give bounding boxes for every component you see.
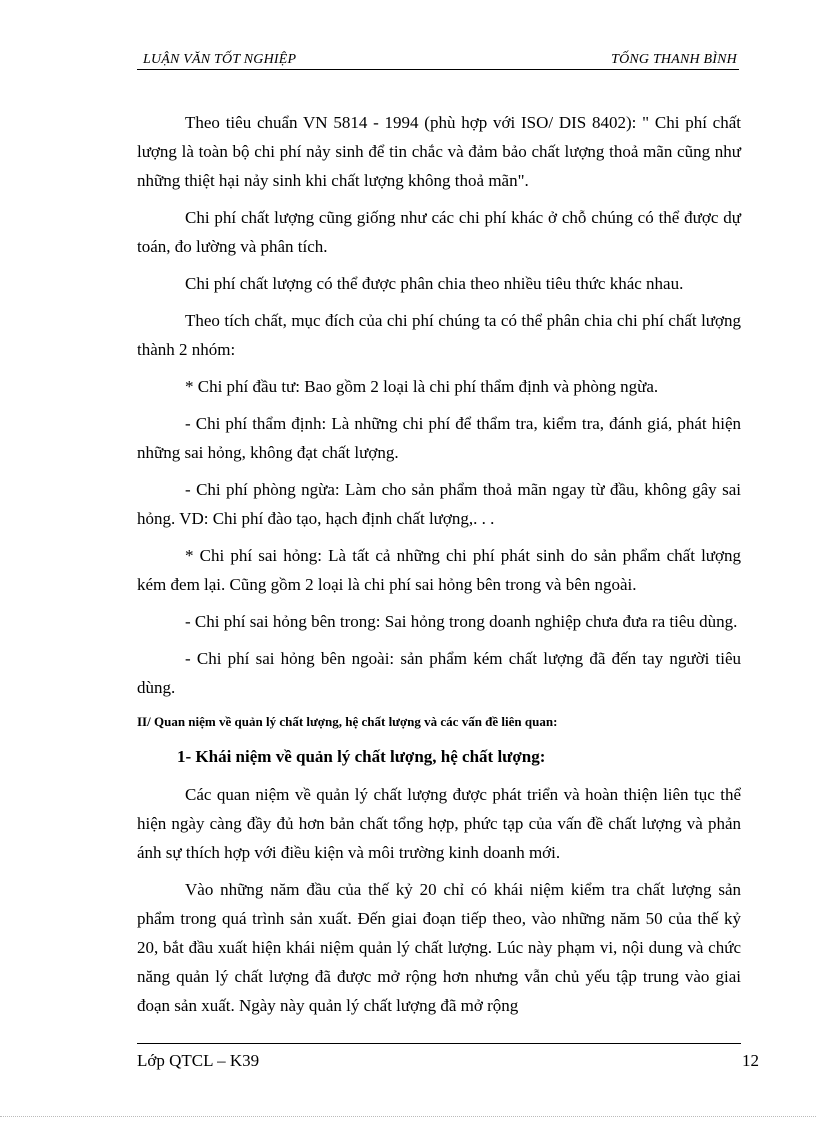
- paragraph: * Chi phí sai hỏng: Là tất cả những chi phí phát sinh do sản phẩm chất lượng kém đem lại. Cũng gồm 2 loại là chi phí sai hỏng bên trong và bên ngoài.: [137, 546, 741, 594]
- sub-heading: 1- Khái niệm về quản lý chất lượng, hệ chất lượng:: [177, 747, 546, 766]
- header-thesis-label: LUẬN VĂN TỐT NGHIỆP: [143, 52, 297, 67]
- footer-rule: [137, 1043, 741, 1044]
- header-author-name: TỐNG THANH BÌNH: [611, 52, 737, 67]
- paragraph: * Chi phí đầu tư: Bao gồm 2 loại là chi phí thẩm định và phòng ngừa.: [185, 377, 659, 396]
- page-bottom-border: [0, 1116, 816, 1117]
- header-rule: [137, 69, 739, 70]
- paragraph: - Chi phí thẩm định: Là những chi phí để thẩm tra, kiểm tra, đánh giá, phát hiện những sai hỏng, không đạt chất lượng.: [137, 414, 741, 462]
- paragraph: - Chi phí phòng ngừa: Làm cho sản phẩm thoả mãn ngay từ đầu, không gây sai hỏng. VD: Chi phí đào tạo, hạch định chất lượng,. . .: [137, 480, 741, 528]
- paragraph: - Chi phí sai hỏng bên ngoài: sản phẩm kém chất lượng đã đến tay người tiêu dùng.: [137, 649, 741, 697]
- section-heading: II/ Quan niệm về quản lý chất lượng, hệ chất lượng và các vấn đề liên quan:: [137, 714, 558, 729]
- paragraph: Chi phí chất lượng cũng giống như các chi phí khác ở chỗ chúng có thể được dự toán, đo lường và phân tích.: [137, 208, 741, 256]
- page-number: 12: [742, 1051, 759, 1070]
- page-footer: [137, 1043, 759, 1070]
- paragraph: - Chi phí sai hỏng bên trong: Sai hỏng trong doanh nghiệp chưa đưa ra tiêu dùng.: [185, 612, 738, 631]
- page-body: [137, 108, 741, 1020]
- paragraph: Theo tiêu chuẩn VN 5814 - 1994 (phù hợp với ISO/ DIS 8402): " Chi phí chất lượng là toàn bộ chi phí nảy sinh để tin chắc và đảm bảo chất lượng thoả mãn cũng như những thiệt hại nảy sinh khi chất lượng không thoả mãn".: [137, 113, 741, 190]
- page-header: [137, 48, 739, 72]
- footer-class-label: Lớp QTCL – K39: [137, 1051, 260, 1070]
- paragraph: Theo tích chất, mục đích của chi phí chúng ta có thể phân chia chi phí chất lượng thành 2 nhóm:: [137, 311, 741, 359]
- paragraph: Vào những năm đầu của thế kỷ 20 chỉ có khái niệm kiểm tra chất lượng sản phẩm trong quá trình sản xuất. Đến giai đoạn tiếp theo, vào những năm 50 của thế kỷ 20, bắt đầu xuất hiện khái niệm quản lý chất lượng. Lúc này phạm vi, nội dung và chức năng quản lý chất lượng đã được mở rộng hơn nhưng vẫn chủ yếu tập trung vào giai đoạn sản xuất. Ngày này quản lý chất lượng đã mở rộng: [137, 880, 741, 1015]
- paragraph: Các quan niệm về quản lý chất lượng được phát triển và hoàn thiện liên tục thể hiện ngày càng đầy đủ hơn bản chất tổng hợp, phức tạp của vấn đề chất lượng và phản ánh sự thích hợp với điều kiện và môi trường kinh doanh mới.: [137, 785, 741, 862]
- paragraph: Chi phí chất lượng có thể được phân chia theo nhiều tiêu thức khác nhau.: [185, 274, 684, 293]
